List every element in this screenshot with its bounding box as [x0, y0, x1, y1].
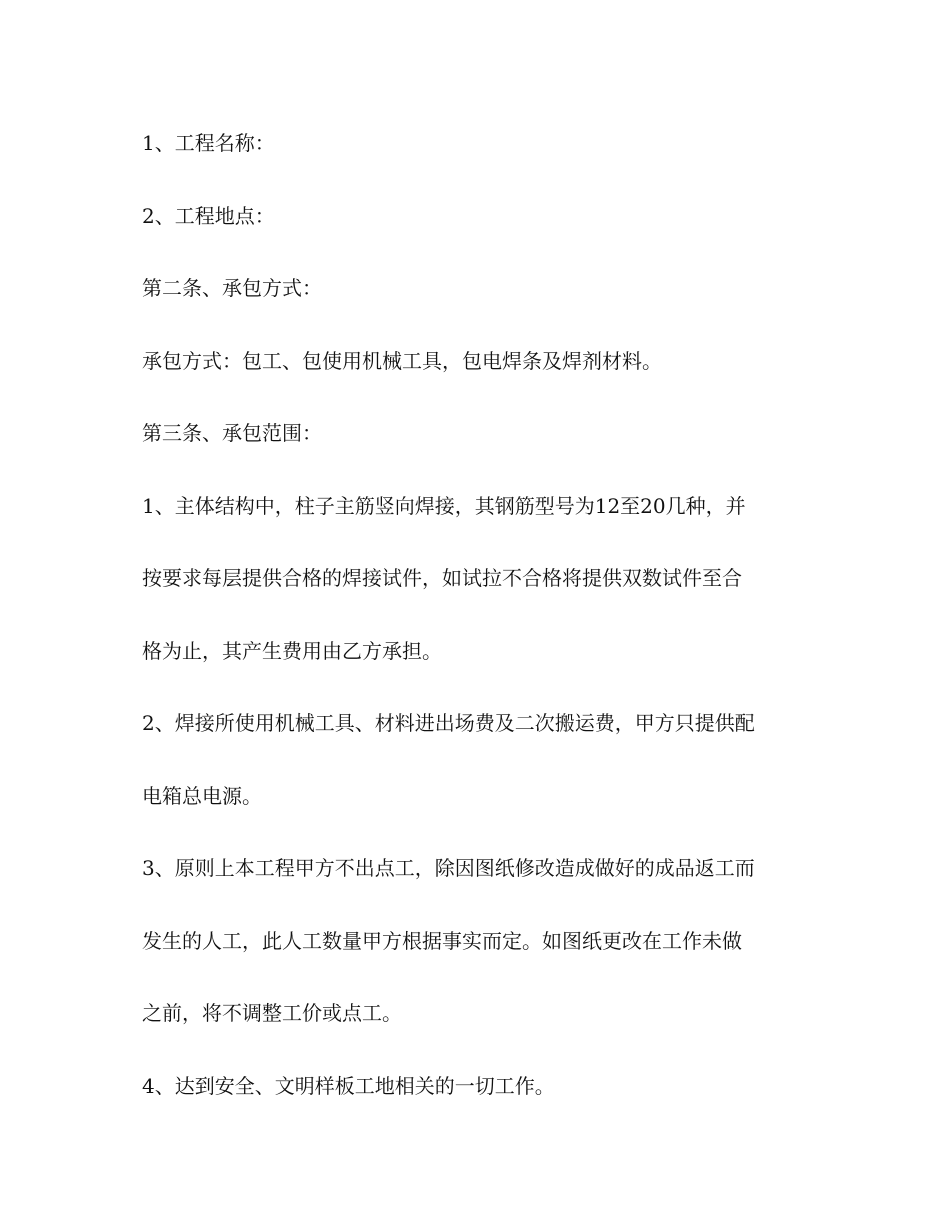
scope-item-3-line-3: 之前，将不调整工价或点工。 [142, 1001, 402, 1025]
scope-item-4-line: 4、达到安全、文明样板工地相关的一切工作。 [142, 1073, 555, 1098]
scope-item-1-line-1: 1、主体结构中，柱子主筋竖向焊接，其钢筋型号为12至20几种，并 [142, 493, 746, 518]
scope-item-1-line-3: 格为止，其产生费用由乙方承担。 [142, 638, 442, 663]
project-name-line: 1、工程名称： [142, 131, 275, 155]
contract-method-line: 承包方式：包工、包使用机械工具，包电焊条及焊剂材料。 [142, 348, 662, 373]
scope-item-3-line-1: 3、原则上本工程甲方不出点工，除因图纸修改造成做好的成品返工而 [142, 856, 755, 880]
article-two-heading: 第二条、承包方式： [142, 276, 322, 300]
document-body [142, 125, 822, 1140]
scope-item-1-line-2: 按要求每层提供合格的焊接试件，如试拉不合格将提供双数试件至合 [142, 566, 742, 590]
scope-item-2-line-2: 电箱总电源。 [142, 783, 262, 808]
project-location-line: 2、工程地点： [142, 203, 275, 228]
scope-item-3-line-2: 发生的人工，此人工数量甲方根据事实而定。如图纸更改在工作未做 [142, 928, 742, 953]
scope-item-2-line-1: 2、焊接所使用机械工具、材料进出场费及二次搬运费，甲方只提供配 [142, 711, 755, 735]
article-three-heading: 第三条、承包范围： [142, 421, 322, 445]
